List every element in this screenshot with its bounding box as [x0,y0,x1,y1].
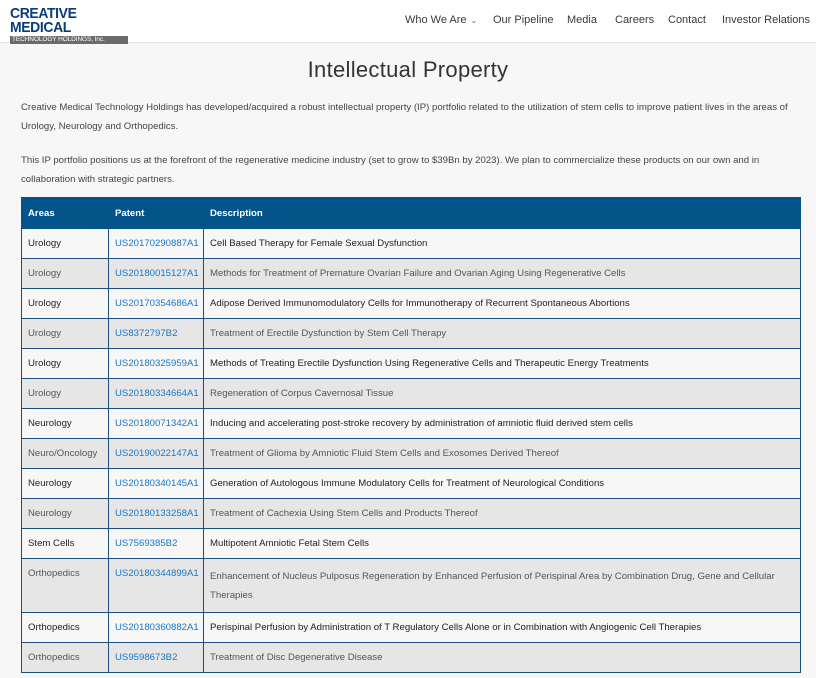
description-cell: Multipotent Amniotic Fetal Stem Cells [204,529,801,559]
description-cell: Generation of Autologous Immune Modulatory Cells for Treatment of Neurological Conditions [204,469,801,499]
description-cell: Methods of Treating Erectile Dysfunction Using Regenerative Cells and Therapeutic Energy Treatments [204,349,801,379]
logo-subtitle: TECHNOLOGY HOLDINGS, Inc. [10,36,128,44]
logo-title: CREATIVE MEDICAL [10,5,77,36]
table-row [22,499,801,529]
area-cell: Urology [22,229,109,259]
patent-link[interactable]: US20180325959A1 [115,358,199,369]
table-row [22,379,801,409]
patent-link[interactable]: US9598673B2 [115,652,178,663]
area-cell: Orthopedics [22,613,109,643]
area-cell: Orthopedics [22,643,109,673]
area-cell: Urology [22,349,109,379]
description-cell: Cell Based Therapy for Female Sexual Dysfunction [204,229,801,259]
description-cell: Inducing and accelerating post-stroke recovery by administration of amniotic fluid derived stem cells [204,409,801,439]
patent-cell [109,349,204,379]
patent-cell [109,529,204,559]
main-nav [0,14,816,28]
nav-media[interactable]: Media [567,14,597,26]
nav-careers[interactable]: Careers [615,14,655,26]
description-cell: Regeneration of Corpus Cavernosal Tissue [204,379,801,409]
patent-cell [109,259,204,289]
patent-cell [109,613,204,643]
description-cell: Perispinal Perfusion by Administration of T Regulatory Cells Alone or in Combination with Angiogenic Cell Therapies [204,613,801,643]
intro-paragraph: Creative Medical Technology Holdings has developed/acquired a robust intellectual property (IP) portfolio related to the utilization of stem cells to improve patient lives in the areas of Urology, Neurology and Orthopedics. [21,102,788,132]
table-row [22,643,801,673]
patent-link[interactable]: US20180133258A1 [115,508,199,519]
area-cell: Neurology [22,409,109,439]
patent-link[interactable]: US20180015127A1 [115,268,199,279]
table-row [22,289,801,319]
area-cell: Urology [22,289,109,319]
description-cell: Adipose Derived Immunomodulatory Cells for Immunotherapy of Recurrent Spontaneous Abortions [204,289,801,319]
patent-link[interactable]: US20190022147A1 [115,448,199,459]
table-row [22,259,801,289]
page-title: Intellectual Property [307,57,509,82]
table-row [22,559,801,613]
area-cell: Urology [22,259,109,289]
area-cell: Neuro/Oncology [22,439,109,469]
description-cell: Enhancement of Nucleus Pulposus Regeneration by Enhanced Perfusion of Perispinal Area by Combination Drug, Gene and Cellular Therapies [204,559,801,613]
patent-cell [109,469,204,499]
area-cell: Orthopedics [22,559,109,613]
patent-link[interactable]: US20180071342A1 [115,418,199,429]
area-cell: Urology [22,319,109,349]
area-cell: Neurology [22,469,109,499]
description-cell: Methods for Treatment of Premature Ovarian Failure and Ovarian Aging Using Regenerative Cells [204,259,801,289]
patent-cell [109,499,204,529]
header-description: Description [204,198,801,229]
header-patent: Patent [109,198,204,229]
patent-cell [109,409,204,439]
patent-link[interactable]: US20180344899A1 [115,568,199,579]
area-cell: Neurology [22,499,109,529]
nav-investor-relations[interactable]: Investor Relations [722,14,811,26]
chevron-down-icon: ⌄ [470,16,478,25]
patent-link[interactable]: US20170354686A1 [115,298,199,309]
portfolio-paragraph: This IP portfolio positions us at the forefront of the regenerative medicine industry (set to grow to $39Bn by 2023). We plan to commercialize these products on our own and in collaboration with strategic partners. [21,155,760,185]
patent-cell [109,439,204,469]
nav-contact[interactable]: Contact [668,14,706,26]
table-row [22,229,801,259]
patent-cell [109,559,204,613]
patent-link[interactable]: US8372797B2 [115,328,178,339]
description-cell: Treatment of Erectile Dysfunction by Stem Cell Therapy [204,319,801,349]
patent-link[interactable]: US20180334664A1 [115,388,199,399]
table-row [22,613,801,643]
area-cell: Urology [22,379,109,409]
table-row [22,409,801,439]
patent-link[interactable]: US20180340145A1 [115,478,199,489]
patent-link[interactable]: US7569385B2 [115,538,178,549]
patent-link[interactable]: US20170290887A1 [115,238,199,249]
nav-who-we-are-label: Who We Are [405,14,467,26]
table-row [22,349,801,379]
site-header [0,0,816,43]
patent-cell [109,319,204,349]
nav-our-pipeline[interactable]: Our Pipeline [493,14,554,26]
description-cell: Treatment of Glioma by Amniotic Fluid Stem Cells and Exosomes Derived Thereof [204,439,801,469]
description-cell: Treatment of Cachexia Using Stem Cells and Products Thereof [204,499,801,529]
patent-link[interactable]: US20180360882A1 [115,622,199,633]
description-cell: Treatment of Disc Degenerative Disease [204,643,801,673]
patent-cell [109,643,204,673]
table-row [22,439,801,469]
patent-cell [109,289,204,319]
table-row [22,529,801,559]
table-header-row [22,198,801,229]
ip-table [21,197,801,673]
patent-cell [109,229,204,259]
table-row [22,319,801,349]
nav-who-we-are[interactable] [405,14,477,26]
table-row [22,469,801,499]
area-cell: Stem Cells [22,529,109,559]
patent-cell [109,379,204,409]
header-areas: Areas [22,198,109,229]
